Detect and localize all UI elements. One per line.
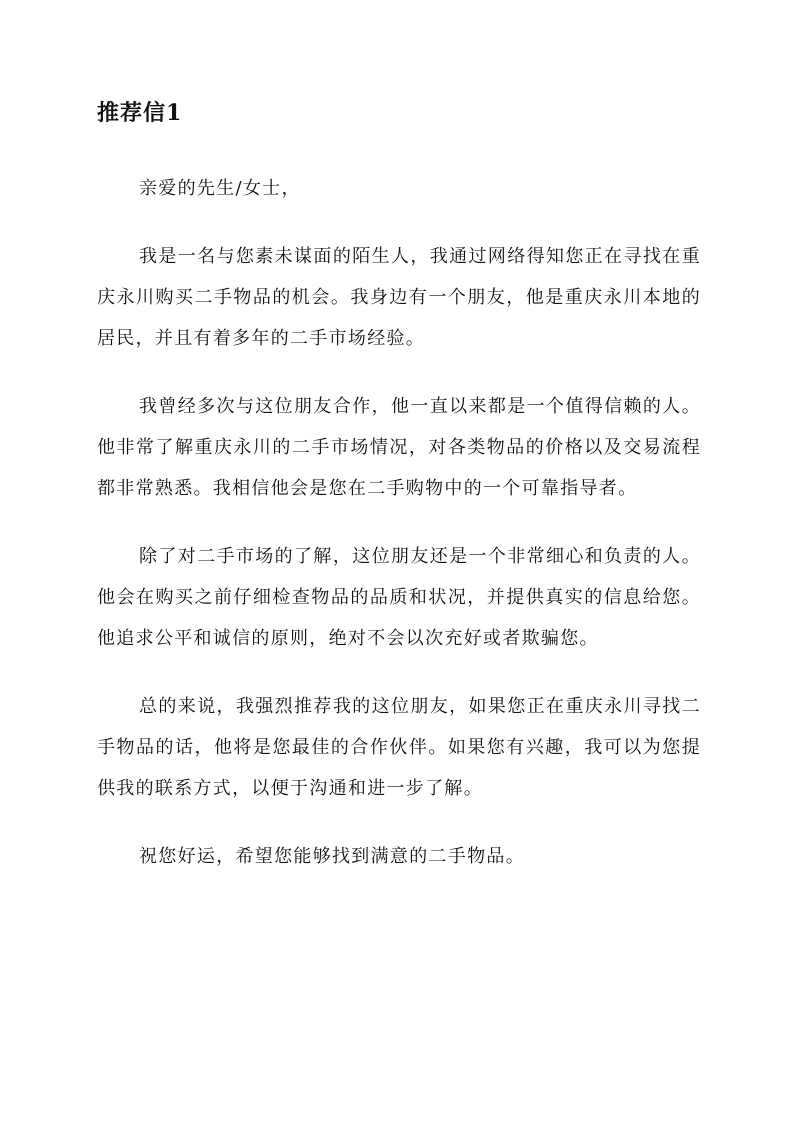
document-title: 推荐信1 [97,100,183,126]
closing-paragraph: 祝您好运，希望您能够找到满意的二手物品。 [139,846,525,867]
cooperation-paragraph: 我曾经多次与这位朋友合作，他一直以来都是一个值得信赖的人。他非常了解重庆永川的二手市场情况，对各类物品的价格以及交易流程都非常熟悉。我相信他会是您在二手购物中的一个可靠指导者。 [97,396,701,499]
salutation-paragraph: 亲爱的先生/女士， [139,178,301,199]
letter-body [97,168,701,904]
summary-paragraph: 总的来说，我强烈推荐我的这位朋友，如果您正在重庆永川寻找二手物品的话，他将是您最佳的合作伙伴。如果您有兴趣，我可以为您提供我的联系方式，以便于沟通和进一步了解。 [97,696,701,799]
character-paragraph: 除了对二手市场的了解，这位朋友还是一个非常细心和负责的人。他会在购买之前仔细检查物品的品质和状况，并提供真实的信息给您。他追求公平和诚信的原则，绝对不会以次充好或者欺骗您。 [97,546,701,649]
introduction-paragraph: 我是一名与您素未谋面的陌生人，我通过网络得知您正在寻找在重庆永川购买二手物品的机会。我身边有一个朋友，他是重庆永川本地的居民，并且有着多年的二手市场经验。 [97,246,701,349]
